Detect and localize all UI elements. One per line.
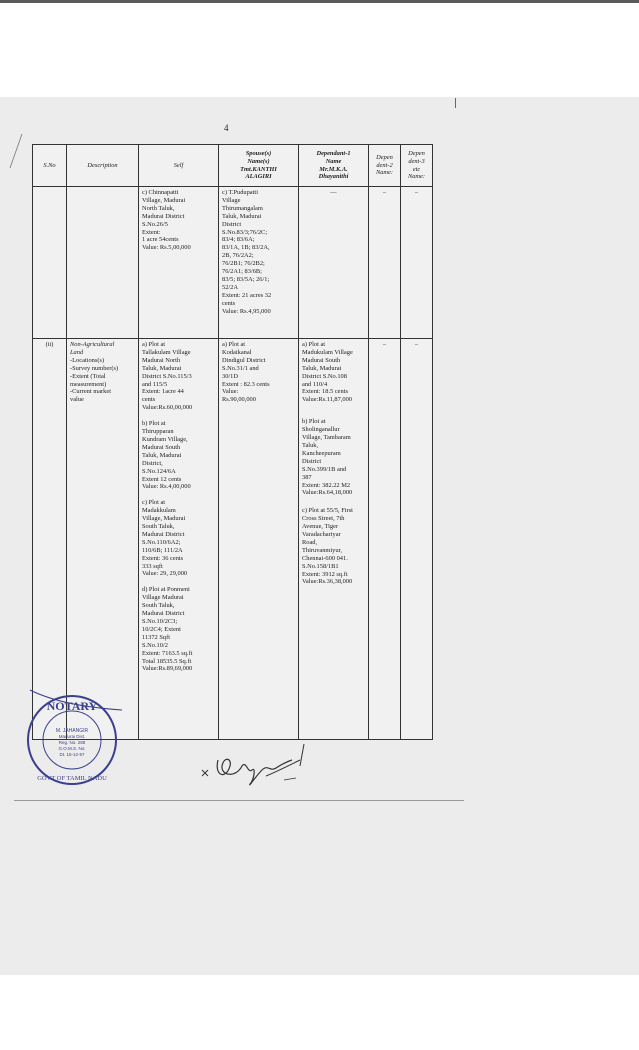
row1-description [67, 187, 139, 339]
spouse-plot-a: a) Plot at Kodaikanal Dindigul District S.No.31/1 and 30/1D Extent : 82.3 cents Value: Rs.90,00,000 [222, 341, 270, 404]
row2-sno: (ii) [33, 339, 67, 740]
header-sno: S.No [33, 145, 67, 187]
self-plot-d: d) Plot at Ponmeni Village Madurai South Taluk, Madurai District S.No.10/2C3; 10/2C4; Extent 11372 Sqft S.No.10/2 Extent: 7163.5 sq.ft Total 18535.5 Sq.ft Value:Rs.89,69,000 [142, 586, 193, 673]
seal-name: M. JAHANGIR [55, 728, 89, 734]
notary-seal-stamp [22, 686, 128, 792]
header-dependent-2: Depen dent-2 Name: [369, 145, 401, 187]
page-number: 4 [224, 123, 229, 133]
seal-order: G.O.M.S. No: [58, 746, 86, 751]
seal-district: Madurai Dist. [58, 734, 86, 739]
row2-description [67, 339, 139, 740]
row1-sno [33, 187, 67, 339]
seal-bottom-text: GOVT OF TAMIL NADU [37, 775, 107, 782]
dependent1-plot-a: a) Plot at Madukulam Village Madurai South Taluk, Madurai District S.No.108 and 110/4 Extent: 18.5 cents Value:Rs.11,87,000 [302, 341, 353, 404]
header-description: Description [67, 145, 139, 187]
seal-reg: Reg. No. 288 [58, 740, 86, 745]
pen-tick-mark [8, 130, 30, 170]
row1-dependent3-dash: – [401, 187, 433, 339]
row1-dependent2-dash: – [369, 187, 401, 339]
row1-spouse-entry: c) T.Pudupatti Village Thirumangalam Taluk, Madurai District S.No.83/3;76/2C; 83/4; 83/6A; 83/1A, 1B; 83/2A, 2B, 76/2A2; 76/2B1; 76/2B2; 76/2A1; 83/6B; 83/5; 83/5A; 26/1; 52/2A Extent: 21 acres 32 cents Value: Rs.4,95,000 [219, 187, 299, 339]
header-dependent-1: Dependant-1 Name Mr.M.K.A. Dhayanithi [299, 145, 369, 187]
self-plot-b: b) Plot at Thirupparan Kundram Village, Madurai South Taluk, Madurai District, S.No.124/6A Extent 12 cents Value: Rs.4,00,000 [142, 420, 191, 491]
row2-description-items: -Locations(s) -Survey number(s) -Extent (Total measurement) -Current market value [70, 356, 119, 404]
self-plot-a: a) Plot at Tallakulam Village Madurai North Taluk, Madurai District S.No.115/3 and 115/5 Extent: 1acre 44 cents Value:Rs.60,00,000 [142, 341, 193, 412]
row2-dependent3-dash: – [401, 339, 433, 740]
seal-date: Dt. 15-12-97 [59, 752, 85, 757]
seal-top-text: NOTARY [46, 699, 98, 713]
table-row-non-agricultural-land [33, 339, 433, 740]
header-dependent-3: Depen dent-3 etc Name: [401, 145, 433, 187]
margin-mark [455, 98, 456, 108]
scan-fold-line [14, 800, 464, 801]
scan-top-edge [0, 0, 639, 3]
dependent1-plot-c: c) Plot at 55/5, First Cross Street, 7th Avenue, Tiger Varadachariyar Road, Thiruvanmiyur, Chennai-600 041. S.No.158/1B1 Extent: 3912 sq.ft Value:Rs.36,38,000 [302, 507, 353, 586]
row2-self-cell [139, 339, 219, 740]
row2-spouse-cell [219, 339, 299, 740]
table-row-agricultural-continued [33, 187, 433, 339]
asset-declaration-table [32, 144, 433, 740]
row1-dependent1-dash: — [299, 187, 369, 339]
header-spouse: Spouse(s) Name(s) Tmt.KANTHI ALAGIRI [219, 145, 299, 187]
row1-self-entry: c) Chinnapatti Village, Madurai North Taluk, Madurai District S.No.26/5 Extent: 1 acre 54cents Value: Rs.5,00,000 [139, 187, 219, 339]
self-plot-c: c) Plot at Madakkulam Village, Madurai South Taluk, Madurai District S.No.110/6A2; 110/6B; 111/2A Extent: 36 cents 333 sqft Value: 29, 29,000 [142, 499, 188, 578]
handwritten-signature [196, 736, 326, 792]
header-self: Self [139, 145, 219, 187]
row2-dependent1-cell [299, 339, 369, 740]
row2-dependent2-dash: – [369, 339, 401, 740]
dependent1-plot-b: b) Plot at Sholinganallur Village, Tambaram Taluk, Kancheepuram District S.No.399/1B and 387 Extent: 382.22 M2 Value:Rs.64,18,000 [302, 418, 353, 497]
row2-description-title: Non-Agricultural Land [70, 341, 115, 356]
